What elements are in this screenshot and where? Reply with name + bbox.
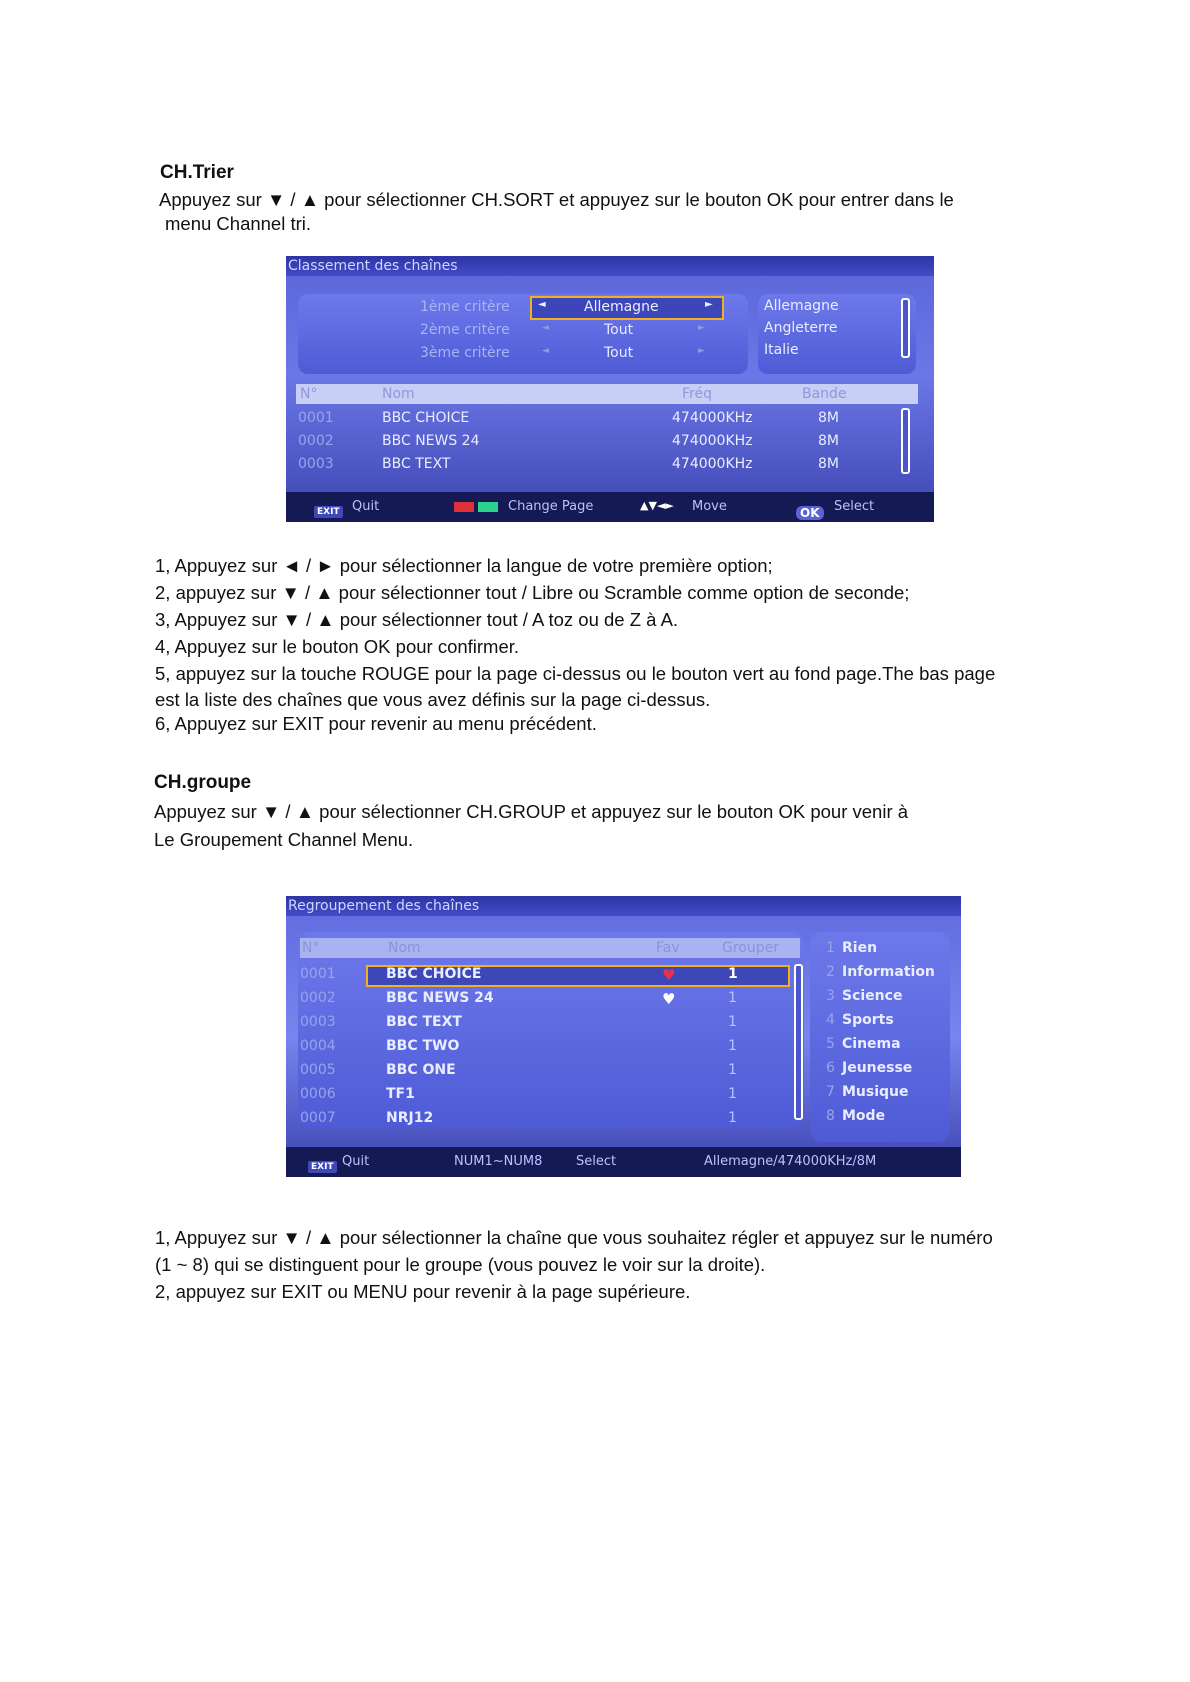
ok-key[interactable]: OK — [796, 506, 824, 520]
trier-step-2: 2, appuyez sur ▼ / ▲ pour sélectionner tout / Libre ou Scramble comme option de seconde; — [155, 582, 910, 603]
trier-step-1: 1, Appuyez sur ◄ / ► pour sélectionner la langue de votre première option; — [155, 555, 773, 576]
sort-screen — [286, 256, 934, 522]
channel-info-label: Allemagne/474000KHz/8M — [704, 1154, 877, 1169]
channel-group-number: 1 — [728, 990, 737, 1006]
col-name: Nom — [382, 386, 415, 402]
group-name[interactable]: Information — [842, 964, 935, 980]
change-page-label: Change Page — [508, 499, 594, 514]
channel-name[interactable]: BBC NEWS 24 — [386, 990, 494, 1006]
channel-name[interactable]: BBC NEWS 24 — [382, 433, 480, 449]
group-name[interactable]: Sports — [842, 1012, 894, 1028]
group-name[interactable]: Mode — [842, 1108, 886, 1124]
groupe-intro-line2: Le Groupement Channel Menu. — [154, 829, 414, 850]
table-scrollbar[interactable] — [901, 408, 910, 474]
groupe-intro-line1: Appuyez sur ▼ / ▲ pour sélectionner CH.GROUP et appuyez sur le bouton OK pour venir à — [154, 801, 909, 822]
trier-step-5: 5, appuyez sur la touche ROUGE pour la page ci-dessus ou le bouton vert au fond page.The bas page est la liste des chaînes que vous avez définis sur la page ci-dessus. — [155, 663, 996, 710]
table-row[interactable]: 0002 — [298, 433, 334, 449]
exit-key[interactable]: EXIT — [314, 506, 343, 518]
table-row[interactable]: 0001 — [298, 410, 334, 426]
table-row[interactable]: 0003 — [298, 456, 334, 472]
channel-number: 0005 — [300, 1062, 336, 1078]
options-scrollbar[interactable] — [901, 298, 910, 358]
group-number: 7 — [826, 1084, 835, 1100]
exit-key[interactable]: EXIT — [308, 1161, 337, 1173]
criteria-label-1: 1ème critère — [420, 299, 510, 315]
channel-name[interactable]: BBC CHOICE — [386, 966, 482, 982]
trier-step-6: 6, Appuyez sur EXIT pour revenir au menu précédent. — [155, 713, 597, 734]
group-number: 2 — [826, 964, 835, 980]
channel-freq: 474000KHz — [672, 456, 753, 472]
groupe-step-1-cont: (1 ~ 8) qui se distinguent pour le groupe (vous pouvez le voir sur la droite). — [155, 1254, 766, 1275]
channel-group-number: 1 — [728, 1110, 737, 1126]
criteria-value-3[interactable]: Tout — [604, 345, 634, 361]
option-item[interactable]: Angleterre — [764, 320, 838, 336]
select-label: Select — [834, 499, 875, 514]
trier-intro-line1: Appuyez sur ▼ / ▲ pour sélectionner CH.SORT et appuyez sur le bouton OK pour entrer dans le — [159, 189, 954, 210]
right-arrow-icon: ► — [698, 346, 705, 356]
table-header — [296, 384, 918, 404]
channel-number: 0001 — [300, 966, 336, 982]
channel-group-number: 1 — [728, 1038, 737, 1054]
move-label: Move — [692, 499, 727, 514]
channel-name[interactable]: NRJ12 — [386, 1110, 434, 1126]
channel-group-number: 1 — [728, 1086, 737, 1102]
sort-screen-footer — [286, 492, 934, 522]
col-freq: Fréq — [682, 386, 712, 402]
groupe-heading: CH.groupe — [154, 772, 252, 793]
right-arrow-icon[interactable]: ► — [705, 299, 713, 310]
trier-heading: CH.Trier — [160, 162, 234, 183]
channel-band: 8M — [818, 410, 839, 426]
left-arrow-icon: ◄ — [542, 323, 549, 333]
channel-name[interactable]: BBC TWO — [386, 1038, 460, 1054]
group-screen — [286, 896, 961, 1177]
channel-scrollbar[interactable] — [794, 964, 803, 1120]
group-name[interactable]: Cinema — [842, 1036, 901, 1052]
green-key-icon[interactable] — [478, 502, 498, 512]
col-fav: Fav — [656, 940, 680, 956]
favorite-heart-icon[interactable]: ♥ — [662, 966, 676, 984]
col-num: N° — [302, 940, 320, 956]
criteria-label-3: 3ème critère — [420, 345, 510, 361]
channel-name[interactable]: BBC CHOICE — [382, 410, 470, 426]
option-item[interactable]: Italie — [764, 342, 799, 358]
criteria-value-2[interactable]: Tout — [604, 322, 634, 338]
red-key-icon[interactable] — [454, 502, 474, 512]
groupe-step-1: 1, Appuyez sur ▼ / ▲ pour sélectionner la chaîne que vous souhaitez régler et appuyez sur le numéro — [155, 1227, 993, 1248]
option-item[interactable]: Allemagne — [764, 298, 839, 314]
channel-number: 0004 — [300, 1038, 336, 1054]
group-name[interactable]: Rien — [842, 940, 878, 956]
group-screen-footer — [286, 1147, 961, 1177]
group-number: 8 — [826, 1108, 835, 1124]
group-name[interactable]: Jeunesse — [842, 1060, 913, 1076]
criteria-label-2: 2ème critère — [420, 322, 510, 338]
group-name[interactable]: Musique — [842, 1084, 909, 1100]
channel-number: 0007 — [300, 1110, 336, 1126]
channel-number: 0003 — [300, 1014, 336, 1030]
group-name[interactable]: Science — [842, 988, 903, 1004]
channel-group-number: 1 — [728, 1062, 737, 1078]
channel-number: 0006 — [300, 1086, 336, 1102]
channel-freq: 474000KHz — [672, 433, 753, 449]
group-screen-title: Regroupement des chaînes — [286, 896, 961, 916]
left-arrow-icon: ◄ — [542, 346, 549, 356]
group-number: 3 — [826, 988, 835, 1004]
group-number: 5 — [826, 1036, 835, 1052]
channel-group-number: 1 — [728, 1014, 737, 1030]
channel-name[interactable]: BBC TEXT — [382, 456, 451, 472]
num-range-label: NUM1~NUM8 — [454, 1154, 543, 1169]
col-num: N° — [300, 386, 318, 402]
channel-band: 8M — [818, 456, 839, 472]
group-number: 6 — [826, 1060, 835, 1076]
trier-step-4: 4, Appuyez sur le bouton OK pour confirmer. — [155, 636, 520, 657]
col-band: Bande — [802, 386, 847, 402]
select-label: Select — [576, 1154, 617, 1169]
channel-freq: 474000KHz — [672, 410, 753, 426]
trier-intro-line2: menu Channel tri. — [165, 213, 312, 234]
right-arrow-icon: ► — [698, 323, 705, 333]
arrows-icon: ▲▼◄► — [640, 499, 674, 512]
sort-screen-title: Classement des chaînes — [286, 256, 934, 276]
trier-step-3: 3, Appuyez sur ▼ / ▲ pour sélectionner tout / A toz ou de Z à A. — [155, 609, 679, 630]
channel-name[interactable]: TF1 — [386, 1086, 415, 1102]
group-number: 4 — [826, 1012, 835, 1028]
group-table-header — [300, 938, 800, 958]
criteria-value-1: Allemagne — [584, 299, 659, 315]
col-group: Grouper — [722, 940, 779, 956]
channel-number: 0002 — [300, 990, 336, 1006]
quit-label: Quit — [352, 499, 380, 514]
channel-group-number: 1 — [728, 966, 738, 982]
quit-label: Quit — [342, 1154, 370, 1169]
favorite-heart-icon[interactable]: ♥ — [662, 990, 676, 1008]
channel-name[interactable]: BBC TEXT — [386, 1014, 462, 1030]
groupe-step-2: 2, appuyez sur EXIT ou MENU pour revenir à la page supérieure. — [155, 1281, 691, 1302]
channel-band: 8M — [818, 433, 839, 449]
channel-name[interactable]: BBC ONE — [386, 1062, 456, 1078]
col-name: Nom — [388, 940, 421, 956]
group-number: 1 — [826, 940, 835, 956]
left-arrow-icon[interactable]: ◄ — [538, 299, 546, 310]
